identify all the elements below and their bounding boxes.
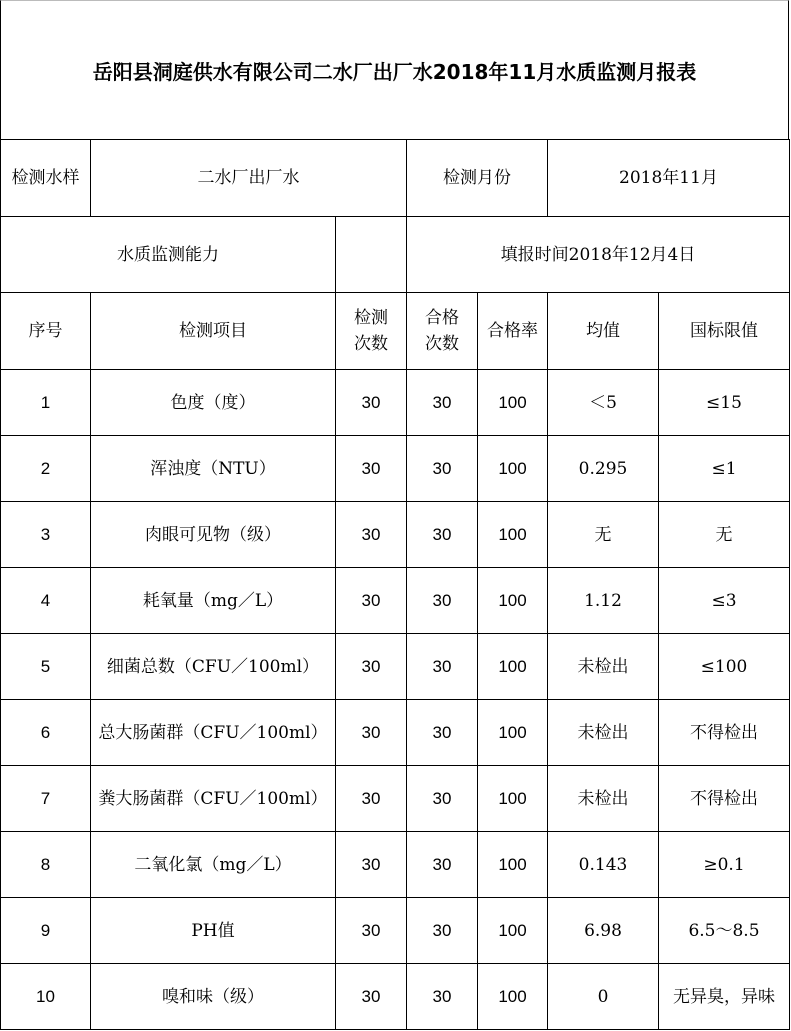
row-passed: 30 [407, 634, 478, 700]
col-tests-line1: 检测 [354, 308, 388, 328]
row-tests: 30 [336, 634, 407, 700]
sample-label: 检测水样 [1, 140, 91, 217]
row-seq: 6 [1, 700, 91, 766]
row-item: 细菌总数（CFU／100ml） [91, 634, 336, 700]
row-mean: 0.295 [548, 436, 659, 502]
row-limit: 无 [659, 502, 790, 568]
row-seq: 5 [1, 634, 91, 700]
col-mean: 均值 [548, 293, 659, 370]
col-passed-line1: 合格 [425, 308, 459, 328]
col-seq: 序号 [1, 293, 91, 370]
row-limit: 无异臭，异味 [659, 964, 790, 1030]
row-rate: 100 [478, 964, 548, 1030]
report-time: 填报时间2018年12月4日 [407, 217, 790, 293]
capability-row [1, 217, 790, 293]
row-seq: 7 [1, 766, 91, 832]
row-rate: 100 [478, 832, 548, 898]
row-passed: 30 [407, 502, 478, 568]
col-tests [336, 293, 407, 370]
row-passed: 30 [407, 832, 478, 898]
row-rate: 100 [478, 502, 548, 568]
row-mean: ＜5 [548, 370, 659, 436]
capability-blank [336, 217, 407, 293]
row-mean: 1.12 [548, 568, 659, 634]
row-tests: 30 [336, 436, 407, 502]
row-tests: 30 [336, 766, 407, 832]
table-row [1, 898, 790, 964]
row-seq: 3 [1, 502, 91, 568]
row-passed: 30 [407, 568, 478, 634]
row-item: 耗氧量（mg／L） [91, 568, 336, 634]
row-rate: 100 [478, 634, 548, 700]
col-limit: 国标限值 [659, 293, 790, 370]
water-quality-table [0, 139, 790, 1030]
row-seq: 1 [1, 370, 91, 436]
row-tests: 30 [336, 898, 407, 964]
month-value: 2018年11月 [548, 140, 790, 217]
row-mean: 0 [548, 964, 659, 1030]
sample-row [1, 140, 790, 217]
capability-label: 水质监测能力 [1, 217, 336, 293]
row-limit: ≤1 [659, 436, 790, 502]
row-passed: 30 [407, 370, 478, 436]
table-row [1, 832, 790, 898]
row-tests: 30 [336, 832, 407, 898]
row-mean: 6.98 [548, 898, 659, 964]
table-row [1, 370, 790, 436]
table-row [1, 964, 790, 1030]
row-seq: 10 [1, 964, 91, 1030]
row-passed: 30 [407, 766, 478, 832]
col-rate: 合格率 [478, 293, 548, 370]
row-item: 二氧化氯（mg／L） [91, 832, 336, 898]
table-row [1, 502, 790, 568]
row-mean: 未检出 [548, 700, 659, 766]
row-item: 粪大肠菌群（CFU／100ml） [91, 766, 336, 832]
col-item: 检测项目 [91, 293, 336, 370]
row-passed: 30 [407, 964, 478, 1030]
row-rate: 100 [478, 700, 548, 766]
row-seq: 8 [1, 832, 91, 898]
col-passed [407, 293, 478, 370]
row-limit: ≤100 [659, 634, 790, 700]
row-limit: 6.5～8.5 [659, 898, 790, 964]
row-mean: 未检出 [548, 634, 659, 700]
table-row [1, 436, 790, 502]
row-item: 色度（度） [91, 370, 336, 436]
table-row [1, 700, 790, 766]
row-rate: 100 [478, 568, 548, 634]
row-rate: 100 [478, 898, 548, 964]
col-tests-line2: 次数 [354, 334, 388, 354]
row-seq: 4 [1, 568, 91, 634]
row-passed: 30 [407, 898, 478, 964]
row-rate: 100 [478, 370, 548, 436]
row-limit: ≤3 [659, 568, 790, 634]
column-header-row [1, 293, 790, 370]
table-row [1, 568, 790, 634]
month-label: 检测月份 [407, 140, 548, 217]
row-limit: 不得检出 [659, 766, 790, 832]
row-item: 嗅和味（级） [91, 964, 336, 1030]
row-item: PH值 [91, 898, 336, 964]
row-tests: 30 [336, 568, 407, 634]
row-seq: 2 [1, 436, 91, 502]
sample-value: 二水厂出厂水 [91, 140, 407, 217]
row-limit: ≤15 [659, 370, 790, 436]
row-limit: ≥0.1 [659, 832, 790, 898]
row-item: 浑浊度（NTU） [91, 436, 336, 502]
row-item: 肉眼可见物（级） [91, 502, 336, 568]
row-rate: 100 [478, 436, 548, 502]
row-seq: 9 [1, 898, 91, 964]
row-tests: 30 [336, 964, 407, 1030]
row-rate: 100 [478, 766, 548, 832]
row-mean: 0.143 [548, 832, 659, 898]
col-passed-line2: 次数 [425, 334, 459, 354]
row-passed: 30 [407, 436, 478, 502]
table-row [1, 634, 790, 700]
row-limit: 不得检出 [659, 700, 790, 766]
row-item: 总大肠菌群（CFU／100ml） [91, 700, 336, 766]
row-mean: 未检出 [548, 766, 659, 832]
row-tests: 30 [336, 700, 407, 766]
table-row [1, 766, 790, 832]
row-passed: 30 [407, 700, 478, 766]
row-tests: 30 [336, 370, 407, 436]
row-tests: 30 [336, 502, 407, 568]
row-mean: 无 [548, 502, 659, 568]
report-title: 岳阳县洞庭供水有限公司二水厂出厂水2018年11月水质监测月报表 [0, 0, 789, 139]
